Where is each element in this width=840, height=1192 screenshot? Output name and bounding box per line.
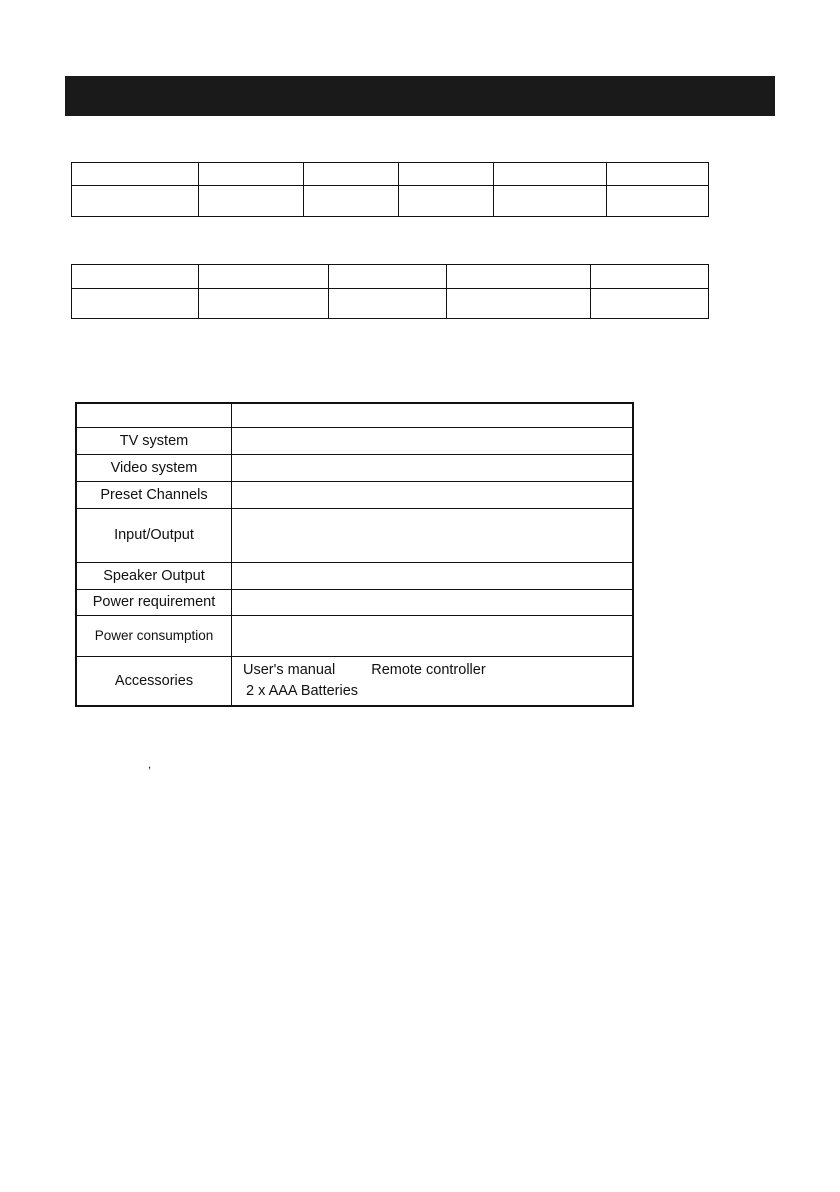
table-cell [607,163,709,186]
table-cell [199,186,304,217]
table-row [76,454,633,481]
table-cell [494,163,607,186]
accessories-line [243,681,632,702]
specifications-table [75,402,634,707]
spec-grid-b [71,264,709,319]
accessory-item: Remote controller [371,661,486,678]
table-cell [399,163,494,186]
table-row [76,403,633,427]
table-cell [72,265,199,289]
spec-label [76,403,232,427]
spec-value [232,589,634,615]
table-cell [304,163,399,186]
accessories-list [232,656,634,706]
stray-mark: , [148,759,152,771]
spec-value [232,562,634,589]
spec-value [232,403,634,427]
spec-label: Accessories [76,656,232,706]
table-row [76,508,633,562]
table-cell [199,163,304,186]
table-row [76,615,633,656]
spec-label: Power requirement [76,589,232,615]
table-row [72,289,709,319]
table-row [76,427,633,454]
spec-label: TV system [76,427,232,454]
table-cell [304,186,399,217]
spec-value [232,427,634,454]
table-cell [494,186,607,217]
spec-label: Input/Output [76,508,232,562]
table-cell [607,186,709,217]
accessory-item: User's manual [243,661,336,678]
table-row [72,163,709,186]
section-header-bar [65,76,775,116]
table-cell [72,289,199,319]
spec-label: Video system [76,454,232,481]
spec-label: Preset Channels [76,481,232,508]
spec-label: Speaker Output [76,562,232,589]
accessory-item: 2 x AAA Batteries [246,682,359,699]
table-cell [199,289,329,319]
table-cell [72,186,199,217]
spec-value [232,508,634,562]
table-cell [447,265,591,289]
spec-value [232,481,634,508]
table-row [76,481,633,508]
table-cell [199,265,329,289]
table-row [76,656,633,706]
table-cell [329,289,447,319]
accessories-line [243,660,632,681]
table-cell [399,186,494,217]
table-row [72,186,709,217]
table-cell [329,265,447,289]
table-cell [72,163,199,186]
table-row [76,589,633,615]
table-cell [447,289,591,319]
table-row [76,562,633,589]
table-row [72,265,709,289]
table-cell [591,265,709,289]
spec-value [232,454,634,481]
spec-value [232,615,634,656]
table-cell [591,289,709,319]
spec-grid-a [71,162,709,217]
spec-label: Power consumption [76,615,232,656]
